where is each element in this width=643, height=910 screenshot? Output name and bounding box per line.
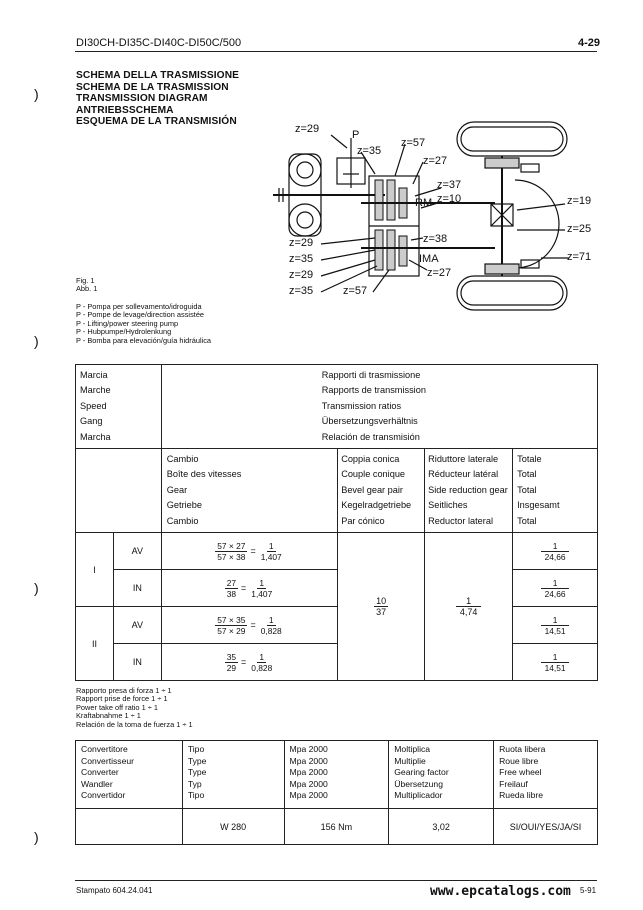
- col-gearbox-header: Cambio Boîte des vitesses Gear Getriebe Cambio: [161, 449, 337, 533]
- title-block: [76, 70, 239, 128]
- title-it: SCHEMA DELLA TRASMISSIONE: [76, 70, 240, 81]
- label-z27-bot: z=27: [427, 267, 452, 279]
- header-models: DI30CH-DI35C-DI40C-DI50C/500: [76, 37, 242, 49]
- header-rule: [75, 51, 597, 52]
- table-row: [76, 570, 598, 607]
- bevel-ratio: $\frac{10}{37}$: [338, 533, 425, 681]
- label-z38: z=38: [423, 233, 448, 245]
- converter-lower-icon: [289, 204, 321, 236]
- col-total-header: Totale Total Total Insgesamt Total: [517, 454, 560, 526]
- converter-upper-icon: [289, 154, 321, 186]
- reduction-ratio: $\frac{1}{4,74}$: [425, 533, 513, 681]
- free-wheel-value: SI/OUI/YES/JA/SI: [509, 821, 582, 832]
- title-es: ESQUEMA DE LA TRANSMISIÓN: [76, 116, 237, 127]
- gear-ii-label: II: [76, 607, 114, 681]
- label-rm: RM: [415, 197, 433, 209]
- gearing-factor-value: 3,02: [389, 809, 494, 845]
- footer-date: 5-91: [580, 886, 597, 895]
- table-row: [76, 644, 598, 681]
- label-z37: z=37: [437, 179, 462, 191]
- gearing-factor-label: Moltiplica Multiplie Gearing factor Übersetzung Multiplicador: [389, 741, 494, 809]
- binder-mark-icon: ): [34, 86, 39, 102]
- col-reduction-header: Riduttore laterale Réducteur latéral Side reduction gear Seitliches Reductor lateral: [425, 449, 513, 533]
- gearbox-ratio: $\frac{57 \times 27}{57 \times 38}$ = $\frac{1}{1,407}$: [161, 533, 337, 570]
- title-fr: SCHEMA DE LA TRASMISSION: [76, 81, 229, 93]
- dir-label: AV: [113, 533, 161, 570]
- label-z29-a: z=29: [289, 237, 314, 249]
- label-z27-top: z=27: [423, 155, 448, 167]
- gearbox-ratio: $\frac{57 \times 35}{57 \times 29}$ = $\frac{1}{0,828}$: [161, 607, 337, 644]
- table-row: [76, 533, 598, 570]
- gear-i-label: I: [76, 533, 114, 607]
- converter-table: [75, 740, 598, 845]
- total-ratio: $\frac{1}{24,66}$: [513, 533, 598, 570]
- gear-header: Marcia Marche Speed Gang Marcha: [76, 365, 162, 449]
- converter-type-value: W 280: [182, 809, 284, 845]
- title-en: TRANSMISSION DIAGRAM: [76, 93, 208, 104]
- transmission-diagram: [265, 118, 605, 318]
- gearbox-ratio: $\frac{35}{29}$ = $\frac{1}{0,828}$: [161, 644, 337, 681]
- col-bevel-header: Coppia conica Couple conique Bevel gear pair Kegelradgetriebe Par cónico: [338, 449, 425, 533]
- dir-label: IN: [113, 570, 161, 607]
- gearbox-ratio: $\frac{27}{38}$ = $\frac{1}{1,407}$: [161, 570, 337, 607]
- label-z71: z=71: [567, 251, 592, 263]
- label-z10: z=10: [437, 193, 462, 205]
- converter-torque-value: 156 Nm: [284, 809, 389, 845]
- ratio-table: [75, 364, 598, 681]
- dir-label: IN: [113, 644, 161, 681]
- footer-rule: [75, 880, 597, 881]
- label-z35-a: z=35: [289, 253, 314, 265]
- label-z35-b: z=35: [289, 285, 314, 297]
- footer-printed: Stampato 604.24.041: [76, 886, 153, 895]
- label-z29-top: z=29: [295, 123, 320, 135]
- label-z57-top: z=57: [401, 137, 426, 149]
- binder-mark-icon: ): [34, 580, 39, 596]
- label-p: P: [352, 129, 360, 141]
- title-de: ANTRIEBSSCHEMA: [76, 104, 174, 116]
- pressure-label: Mpa 2000 Mpa 2000 Mpa 2000 Mpa 2000 Mpa 2000: [284, 741, 389, 809]
- footer-site: www.epcatalogs.com: [430, 884, 571, 899]
- figure-label: Fig. 1 Abb. 1: [76, 276, 98, 294]
- label-z29-b: z=29: [289, 269, 314, 281]
- converter-label: Convertitore Convertisseur Converter Wandler Convertidor: [76, 741, 183, 809]
- ratios-header: Rapporti di trasmissione Rapports de transmission Transmission ratios Übersetzungsverhältnis Relación de transmisión: [321, 370, 426, 442]
- total-ratio: $\frac{1}{24,66}$: [513, 570, 598, 607]
- binder-mark-icon: ): [34, 333, 39, 349]
- label-z35-top: z=35: [357, 145, 382, 157]
- page-number: 4-29: [578, 37, 601, 49]
- dir-label: AV: [113, 607, 161, 644]
- type-label: Tipo Type Type Typ Tipo: [182, 741, 284, 809]
- label-z25: z=25: [567, 223, 592, 235]
- label-z19: z=19: [567, 195, 592, 207]
- pump-legend: P - Pompa per sollevamento/idroguida P - Pompe de levage/direction assistée P - Lifting/power steering pump P - Hubpumpe/Hydrolenkung P - Bomba para elevación/guía hidráulica: [76, 302, 212, 345]
- binder-mark-icon: ): [34, 829, 39, 845]
- label-z57-bot: z=57: [343, 285, 368, 297]
- label-ima: IMA: [419, 253, 439, 265]
- pto-ratio-text: Rapporto presa di forza 1 ÷ 1 Rapport prise de force 1 ÷ 1 Power take off ratio 1 ÷ 1 Kraftabnahme 1 ÷ 1 Relación de la toma de fuerza 1 ÷ 1: [76, 686, 193, 729]
- total-ratio: $\frac{1}{14,51}$: [513, 644, 598, 681]
- table-row: [76, 607, 598, 644]
- free-wheel-label: Ruota libera Roue libre Free wheel Freilauf Rueda libre: [499, 744, 546, 800]
- total-ratio: $\frac{1}{14,51}$: [513, 607, 598, 644]
